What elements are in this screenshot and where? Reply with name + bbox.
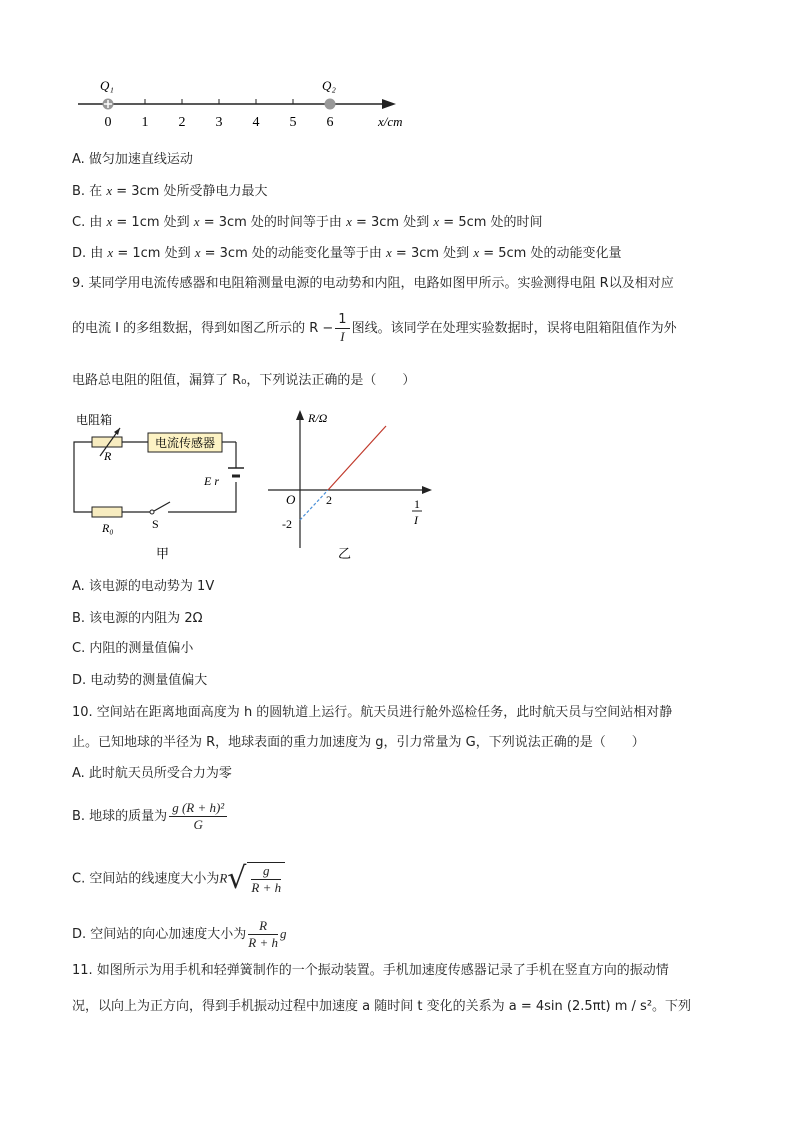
origin-label: O — [286, 492, 296, 507]
er-label: E r — [204, 474, 219, 488]
x-tick-label: 2 — [326, 493, 332, 507]
q9-line-3: 电路总电阻的阻值，漏算了 R₀，下列说法正确的是（ ） — [72, 373, 416, 388]
q11-line-1: 11. 如图所示为用手机和轻弹簧制作的一个振动装置。手机加速度传感器记录了手机在竖直方向的振动情 — [72, 963, 669, 978]
x-axis-arrow — [382, 99, 396, 109]
q1-label: Q₁ — [100, 78, 114, 93]
tick-label: 6 — [326, 115, 334, 130]
x-axis-den: I — [414, 513, 418, 527]
q9-option-b: B. 该电源的内阻为 2Ω — [72, 611, 203, 626]
q8-option-d: D. 由 x = 1cm 处到 x = 3cm 处的动能变化量等于由 x = 3cm 处到 x = 5cm 处的动能变化量 — [72, 245, 622, 261]
q8-option-b: B. 在 x = 3cm 处所受静电力最大 — [72, 183, 268, 199]
circuit-diagram — [70, 408, 255, 568]
axis-unit-label: x/cm — [378, 114, 403, 129]
tick-label: 1 — [141, 115, 149, 130]
q9-option-a: A. 该电源的电动势为 1V — [72, 579, 215, 594]
number-line-figure — [70, 74, 420, 134]
q8-option-a: A. 做匀加速直线运动 — [72, 152, 193, 167]
tick-label: 4 — [252, 115, 260, 130]
resistor-box-label: 电阻箱 — [76, 413, 113, 427]
q9-line-2: 的电流 I 的多组数据，得到如图乙所示的 R − $\frac{1}{I}$ 图线。该同学在处理实验数据时，误将电阻箱阻值作为外 — [72, 312, 677, 344]
switch-icon — [150, 510, 154, 514]
y-tick-label: -2 — [282, 517, 292, 531]
tick-label: 2 — [178, 115, 186, 130]
x-axis-num: 1 — [414, 497, 420, 511]
q10-option-b: B. 地球的质量为 $\frac{\text{g (R + h)²}}{G}$ — [72, 800, 229, 833]
tick-label: 3 — [215, 115, 223, 130]
r0-label: R₀ — [102, 521, 114, 535]
q11-line-2: 况，以向上为正方向，得到手机振动过程中加速度 a 随时间 t 变化的关系为 a = 4sin (2.5πt) m / s²。下列 — [72, 999, 692, 1014]
q8-option-c: C. 由 x = 1cm 处到 x = 3cm 处的时间等于由 x = 3cm 处到 x = 5cm 处的时间 — [72, 214, 543, 230]
q9-line-1: 9. 某同学用电流传感器和电阻箱测量电源的电动势和内阻，电路如图甲所示。实验测得电阻 R以及相对应 — [72, 276, 674, 291]
switch-label: S — [152, 517, 159, 531]
q10-option-a: A. 此时航天员所受合力为零 — [72, 766, 232, 781]
q10-line-1: 10. 空间站在距离地面高度为 h 的圆轨道上运行。航天员进行舱外巡检任务，此时航天员与空间站相对静 — [72, 705, 673, 720]
tick-label: 0 — [104, 115, 112, 130]
r-label: R — [104, 449, 112, 463]
charge-q2 — [325, 99, 336, 110]
current-sensor-label: 电流传感器 — [154, 436, 216, 450]
resistor-r0 — [92, 507, 122, 517]
y-axis-label: R/Ω — [308, 411, 328, 425]
tick-label: 5 — [289, 115, 297, 130]
q9-option-c: C. 内阻的测量值偏小 — [72, 641, 194, 656]
q9-option-d: D. 电动势的测量值偏大 — [72, 673, 208, 688]
r-vs-inverse-i-graph — [262, 408, 442, 568]
data-line — [328, 426, 386, 490]
circuit-caption: 甲 — [156, 546, 170, 561]
graph-caption: 乙 — [338, 546, 352, 561]
q10-line-2: 止。已知地球的半径为 R，地球表面的重力加速度为 g，引力常量为 G，下列说法正确的是（ ） — [72, 735, 645, 750]
q2-label: Q₂ — [322, 78, 336, 93]
dashed-extension — [300, 490, 328, 520]
q10-option-d: D. 空间站的向心加速度大小为 $\frac{R}{R + h}$ g — [72, 918, 287, 950]
q10-option-c: C. 空间站的线速度大小为R√ $\frac{g}{R + h}$ — [72, 862, 285, 896]
